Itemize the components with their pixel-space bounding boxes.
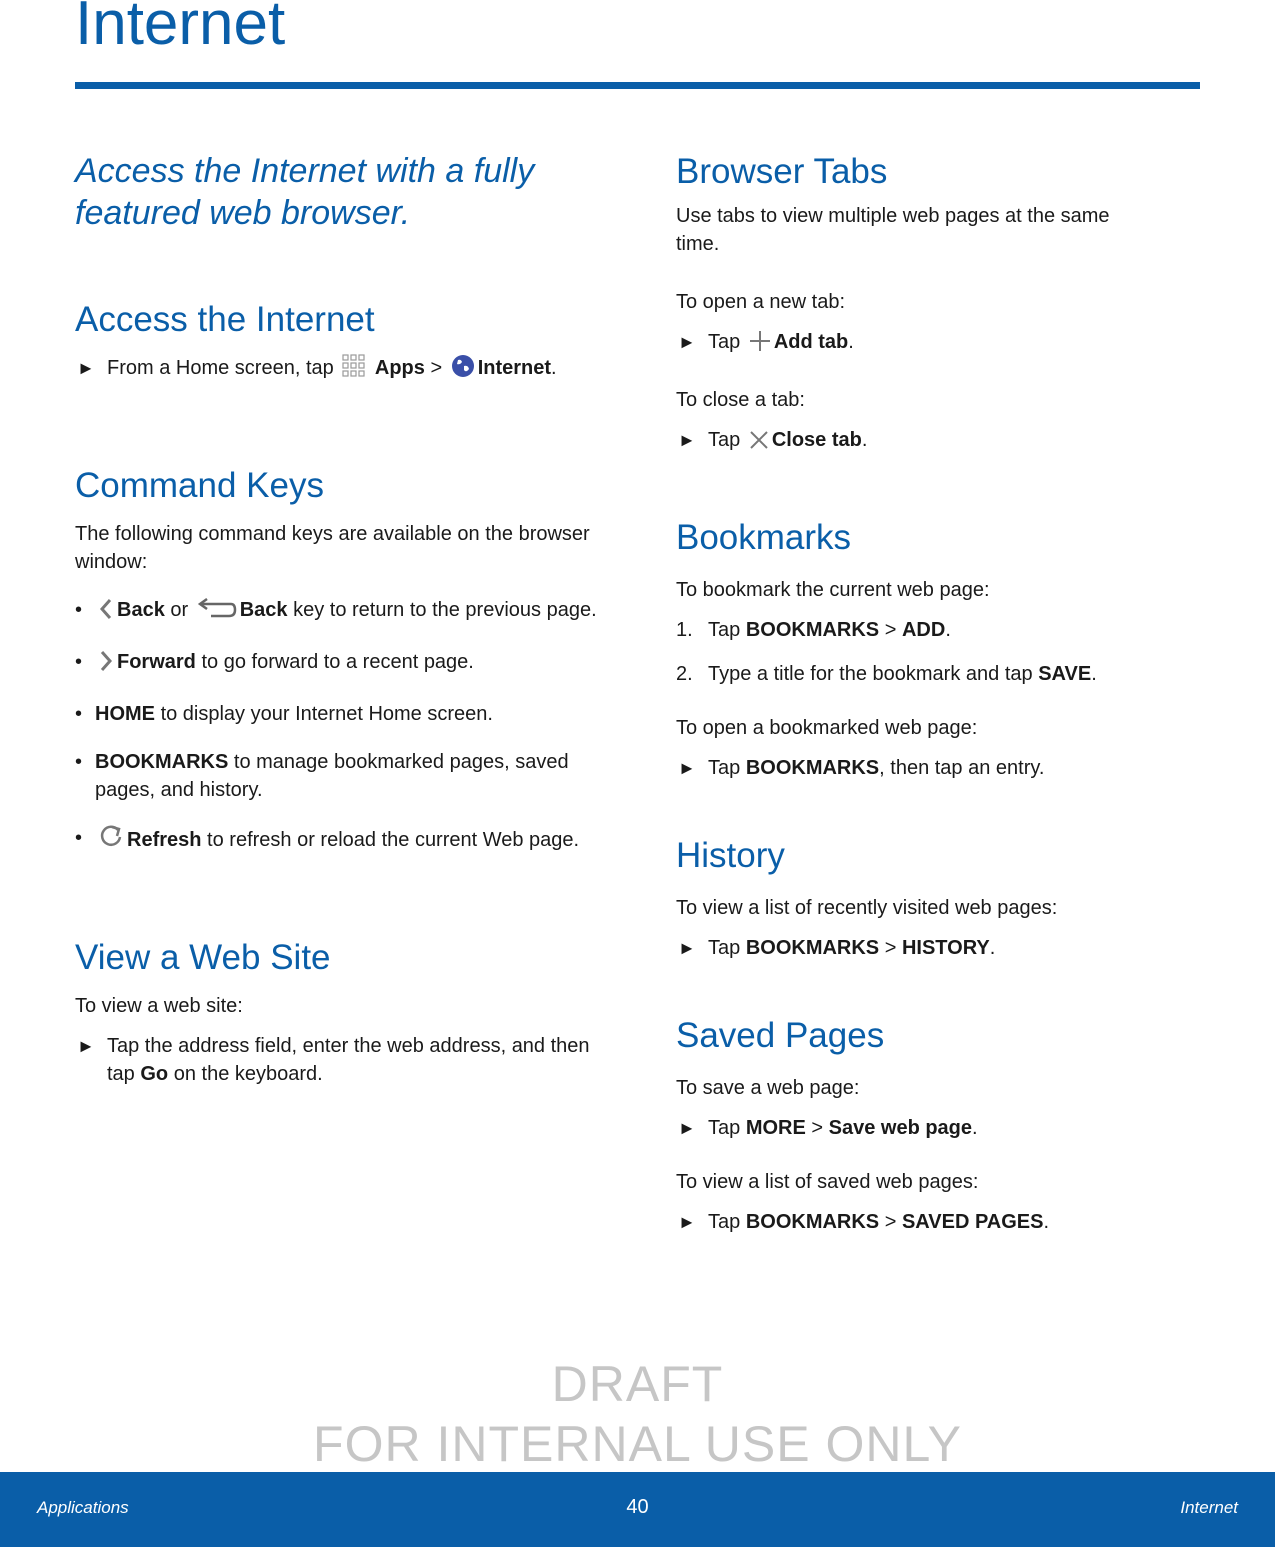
section-access-internet (75, 298, 605, 386)
heading-command-keys: Command Keys (75, 466, 324, 505)
bullet-bookmarks: • BOOKMARKS to manage bookmarked pages, saved pages, and history. (75, 751, 569, 801)
arrow-marker: ► (678, 430, 696, 450)
page-number: 40 (626, 1496, 649, 1518)
history-step: ► Tap BOOKMARKS > HISTORY. (676, 934, 1196, 962)
tabs-close-label: To close a tab: (676, 389, 805, 411)
close-icon (749, 430, 769, 458)
watermark-draft: DRAFT (551, 1356, 724, 1412)
title-rule (75, 82, 1200, 89)
command-intro: The following command keys are available on the browser window: (75, 523, 590, 573)
back-key-icon (197, 598, 237, 628)
watermark-internal: FOR INTERNAL USE ONLY (313, 1416, 962, 1472)
left-column (75, 150, 605, 1088)
arrow-marker: ► (678, 758, 696, 778)
chevron-right-icon (98, 650, 114, 680)
view-intro: To view a web site: (75, 995, 243, 1017)
apps-icon (342, 354, 366, 386)
bullet-home: • HOME to display your Internet Home screen. (75, 703, 493, 725)
internet-globe-icon (451, 354, 475, 386)
tabs-open-step: ► Tap Add tab. (676, 328, 1196, 360)
section-saved-pages (676, 1014, 1196, 1236)
chevron-left-icon (98, 598, 114, 628)
page-footer (0, 1472, 1275, 1547)
right-column (676, 150, 1196, 1236)
heading-browser-tabs: Browser Tabs (676, 152, 888, 191)
refresh-icon (98, 824, 124, 858)
heading-bookmarks: Bookmarks (676, 518, 852, 557)
section-browser-tabs (676, 150, 1196, 458)
section-command-keys (75, 464, 605, 858)
heading-history: History (676, 836, 785, 875)
arrow-marker: ► (678, 1118, 696, 1138)
page-title: Internet (75, 0, 286, 58)
heading-view-web-site: View a Web Site (75, 938, 331, 977)
chapter-intro: Access the Internet with a fully featured web browser. (75, 152, 535, 232)
bookmarks-open-step: ► Tap BOOKMARKS, then tap an entry. (676, 754, 1196, 782)
saved-step-list: ► Tap BOOKMARKS > SAVED PAGES. (676, 1208, 1196, 1236)
tabs-open-label: To open a new tab: (676, 291, 846, 313)
bullet-forward: • Forward to go forward to a recent page. (75, 648, 605, 680)
footer-chapter: Internet (1180, 1498, 1238, 1517)
history-intro: To view a list of recently visited web pages: (676, 897, 1058, 919)
bullet-back: • Back or Back key to return to the previous page. (75, 596, 605, 628)
footer-section: Applications (37, 1498, 129, 1517)
heading-access-internet: Access the Internet (75, 300, 375, 339)
plus-icon (749, 330, 771, 360)
bookmarks-open-label: To open a bookmarked web page: (676, 717, 978, 739)
bullet-refresh: • Refresh to refresh or reload the current Web page. (75, 824, 605, 858)
section-history (676, 834, 1196, 962)
heading-saved-pages: Saved Pages (676, 1016, 885, 1055)
bookmarks-intro: To bookmark the current web page: (676, 579, 990, 601)
arrow-marker: ► (77, 1036, 95, 1056)
bookmarks-step-1: 1. Tap BOOKMARKS > ADD. (676, 619, 951, 641)
bookmarks-step-2: 2. Type a title for the bookmark and tap SAVE. (676, 663, 1097, 685)
view-step: ► Tap the address field, enter the web address, and then tap Go on the keyboard. (75, 1032, 605, 1088)
saved-intro: To save a web page: (676, 1077, 860, 1099)
access-step: ► From a Home screen, tap Apps > Internet. (75, 354, 605, 386)
arrow-marker: ► (77, 358, 95, 378)
arrow-marker: ► (678, 332, 696, 352)
tabs-close-step: ► Tap Close tab. (676, 426, 1196, 458)
section-bookmarks (676, 516, 1196, 782)
section-view-web-site (75, 936, 605, 1088)
tabs-intro: Use tabs to view multiple web pages at the same time. (676, 205, 1110, 255)
arrow-marker: ► (678, 1212, 696, 1232)
saved-list-label: To view a list of saved web pages: (676, 1171, 979, 1193)
saved-step-save: ► Tap MORE > Save web page. (676, 1114, 1196, 1142)
arrow-marker: ► (678, 938, 696, 958)
